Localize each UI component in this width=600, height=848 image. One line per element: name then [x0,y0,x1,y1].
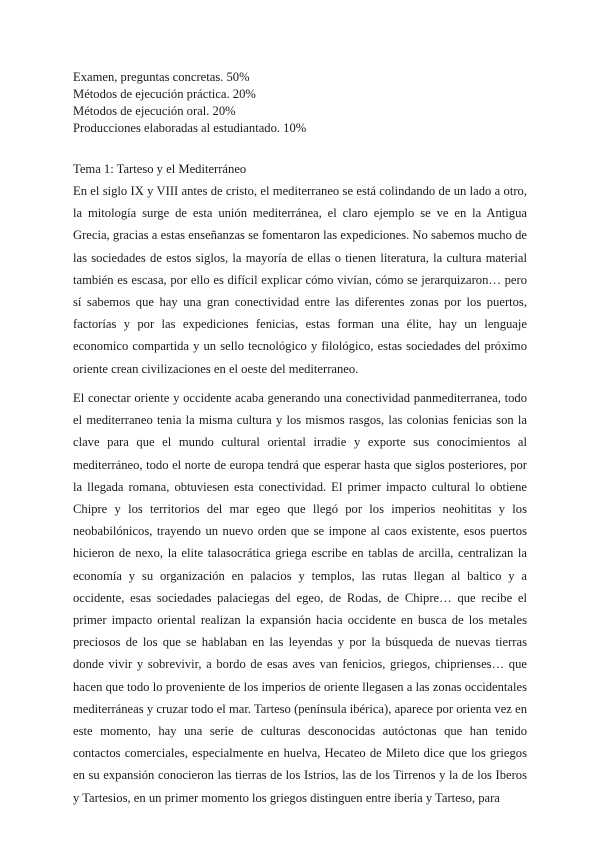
paragraph-connectivity: El conectar oriente y occidente acaba generando una conectividad panmediterranea, todo el mediterraneo tenia la misma cultura y los mismos rasgos, las colonias fenicias son la clave para que el mundo cultural oriental irradie y exporte sus conocimientos al mediterráneo, todo el norte de europa tendrá que esperar hasta que siglos posteriores, por la llegada romana, obtuviesen esta conectividad. El primer impacto cultural lo obtiene Chipre y los territorios del mar egeo que llegó por los imperios neohititas y los neobabilónicos, trayendo un nuevo orden que se impone al caos existente, esos puertos hicieron de nexo, la elite talasocrática griega escribe en tablas de arcilla, centralizan la economía y su organización en palacios y templos, las rutas llegan al baltico y a occidente, esas sociedades palaciegas del egeo, de Rodas, de Chipre… que recibe el primer impacto oriental realizan la expansión hacia occidente en busca de los metales preciosos de los que se hablaban en las leyendas y por la búsqueda de nuevas tierras donde vivir y sobrevivir, a bordo de esas aves van fenicios, griegos, chiprienses… que hacen que todo lo proveniente de los imperios de oriente llegasen a las zonas occidentales mediterráneas y cruzar todo el mar. Tarteso (península ibérica), aparece por orienta vez en este momento, hay una serie de culturas desconocidas autóctonas que han tenido contactos comerciales, especialmente en huelva, Hecateo de Mileto dice que los griegos en su expansión conocieron las tierras de los Istrios, las de los Tirrenos y la de los Iberos y Tartesios, en un primer momento los griegos distinguen entre iberia y Tarteso, para [73,391,527,805]
evaluation-list [73,69,533,137]
evaluation-item-oral: Métodos de ejecución oral. 20% [73,104,236,118]
section-title: Tema 1: Tarteso y el Mediterráneo [73,162,247,176]
evaluation-item-productions: Producciones elaboradas al estudiantado. 10% [73,121,307,135]
paragraph-intro: En el siglo IX y VIII antes de cristo, el mediterraneo se está colindando de un lado a otro, la mitología surge de esta unión mediterránea, el claro ejemplo se ve en la Antigua Grecia, gracias a estas enseñanzas se fomentaron las expediciones. No sabemos mucho de las sociedades de estos siglos, la mayoría de ellas o tienen literatura, la cultura material también es escasa, por ello es difícil explicar cómo vivían, cómo se jerarquizaron… pero sí sabemos que hay una gran conectividad entre las diferentes zonas por los puertos, factorías y por las expediciones fenicias, estas forman una élite, hay un lenguaje economico compartida y un sello tecnológico y filológico, estas sociedades del próximo oriente crean civilizaciones en el oeste del mediterraneo. [73,184,527,376]
evaluation-item-practical: Métodos de ejecución práctica. 20% [73,87,256,101]
evaluation-item-exam: Examen, preguntas concretas. 50% [73,70,250,84]
